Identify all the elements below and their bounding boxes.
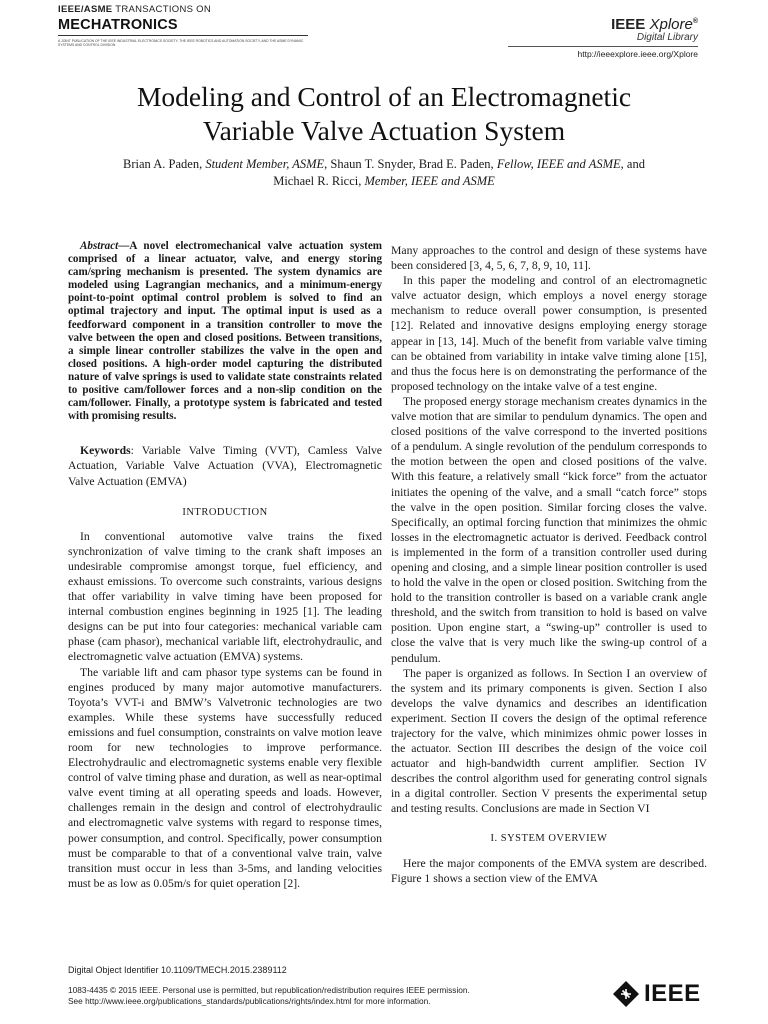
masthead-fine-print: A JOINT PUBLICATION OF THE IEEE INDUSTRIAL ELECTRONICS SOCIETY, THE IEEE ROBOTICS AND AUTOMATION SOCIETY, AND THE ASME DYNAMIC SYSTEMS AND CONTROL DIVISION xyxy=(58,39,304,48)
xplore-name: Xplore xyxy=(649,16,693,33)
ieee-logo xyxy=(612,980,701,1008)
body-paragraph: Many approaches to the control and design of these systems have been considered [3, 4, 5, 6, 7, 8, 9, 10, 11]. xyxy=(391,244,707,273)
author-4: Michael R. Ricci, xyxy=(273,174,362,188)
introduction-heading: INTRODUCTION xyxy=(182,506,268,518)
author-3-role: Fellow, IEEE and ASME xyxy=(496,157,621,171)
author-1: Brian A. Paden, xyxy=(123,157,203,171)
authors-2-3: , Shaun T. Snyder, Brad E. Paden, xyxy=(324,157,494,171)
abstract xyxy=(68,240,382,423)
body-paragraph: The proposed energy storage mechanism creates dynamics in the valve motion that are similar to pendulum dynamics. The open and closed positions of the valve correspond to the inverted positions of a pendulum. A single revolution of the pendulum corresponds to the motion between the open and closed positions of the valve. With this feature, a relatively small “kick force” from the actuator initiates the opening of the valve, and a small “catch force” stops the valve in the open position. Similar forcing closes the valve. Specifically, an optimal forcing function that minimizes the ohmic losses in the electromagnetic actuator is derived. Feedback control is implemented in the form of a transition controller used during opening and closing, and a simple linear position controller is used to hold the valve in the open or closed position. Switching from the hold to the transition controller is based on a variable crank angle threshold, and the switch from transition to hold is based on valve position. Upon engine start, a “swing-up” controller is used to close the valve that is very much like the swing-up control of a pendulum. xyxy=(391,394,707,665)
keywords-label: Keywords xyxy=(80,444,131,458)
masthead-transactions: TRANSACTIONS ON xyxy=(115,4,212,15)
author-4-role: Member, IEEE and ASME xyxy=(364,174,495,188)
section-1-heading: I. SYSTEM OVERVIEW xyxy=(490,832,608,844)
left-column xyxy=(68,240,382,891)
ieee-xplore-brand xyxy=(508,16,698,59)
xplore-subtitle: Digital Library xyxy=(636,32,698,43)
xplore-registered-mark: ® xyxy=(692,18,698,25)
author-conjunction: , and xyxy=(620,157,645,171)
masthead-society: IEEE/ASME xyxy=(58,4,113,15)
xplore-logo xyxy=(508,16,698,33)
journal-name: MECHATRONICS xyxy=(58,17,178,33)
title-line-2: Variable Valve Actuation System xyxy=(202,115,566,146)
body-paragraph: The paper is organized as follows. In Section I an overview of the system and its primary components is given. Section I also develops the valve dynamics and describes an identification experiment. Section II covers the design of the optimal reference trajectory for the valve, which minimizes ohmic power losses in the actuator. Section III describes the design of the voice coil actuator and high-bandwidth current amplifier. Section IV describes the control algorithm used for generating control signals in a digital controller. Section V presents the experimental setup and testing results. Conclusions are made in Section VI xyxy=(391,666,707,816)
section-1-paragraph: Here the major components of the EMVA system are described. Figure 1 shows a section view of the EMVA xyxy=(391,856,707,885)
author-line-1 xyxy=(60,156,708,173)
copyright-line-2: See http://www.ieee.org/publications_standards/publications/rights/index.html for more information. xyxy=(68,996,431,1006)
keywords xyxy=(68,443,382,488)
abstract-label: Abstract xyxy=(80,240,119,252)
ieee-diamond-icon xyxy=(612,980,640,1008)
journal-masthead xyxy=(58,4,318,47)
masthead-top-line xyxy=(58,4,318,15)
doi-line: Digital Object Identifier 10.1109/TMECH.2015.2389112 xyxy=(68,965,287,975)
xplore-ieee: IEEE xyxy=(611,16,646,33)
author-1-role: Student Member, ASME xyxy=(205,157,325,171)
ieee-wordmark: IEEE xyxy=(644,980,701,1007)
author-list xyxy=(60,156,708,190)
intro-paragraph: In conventional automotive valve trains the fixed synchronization of valve timing to the crank shaft imposes an undesirable compromise amongst torque, fuel efficiency, and exhaust emissions. To overcome such constraints, various designs that offer variability in valve timing have been proposed for internal combustion engines beginning in 1925 [1]. The leading designs can be put into four categories: mechanical variable cam phase (cam phasor), mechanical variable lift, electrohydraulic, and electromagnetic valve actuation (EMVA) systems. xyxy=(68,529,382,664)
keywords-text: : Variable Valve Timing (VVT), Camless Valve Actuation, Variable Valve Actuation (VVA), Electromagnetic Valve Actuation (EMVA) xyxy=(68,444,382,488)
author-line-2 xyxy=(60,173,708,190)
intro-paragraph: The variable lift and cam phasor type systems can be found in engines produced by many major automotive manufacturers. Toyota’s VVT-i and BMW’s Valvetronic technologies are two examples. While these systems have successfully reduced emissions and fuel consumption, constraints on valve motion leave room for new technologies to improve performance. Electrohydraulic and electromagnetic systems enable very flexible control of valve timing phase and duration, as well as near-optimal valve event timing at all operating speeds and loads. However, challenges remain in the design and control of electrohydraulic and electromagnetic valve systems with regard to response times, power consumption, and control. Specifically, power consumption must be comparable to that of a conventional valve train, valve transition must occur in less than 3-5ms, and landing velocities must be as low as 0.05m/s for quiet operation [2]. xyxy=(68,665,382,890)
copyright-line-1: 1083-4435 © 2015 IEEE. Personal use is permitted, but republication/redistribution requires IEEE permission. xyxy=(68,985,470,995)
right-column xyxy=(391,243,707,886)
xplore-divider xyxy=(508,46,698,47)
body-paragraph: In this paper the modeling and control of an electromagnetic valve actuator design, which employs a novel energy storage mechanism to reduce overall power consumption, is presented [12]. Related and innovative designs employing energy storage appear in [13, 14]. Much of the benefit from variable valve timing can be obtained from variability in intake valve timing alone [15], and thus the focus here is on demonstrating the performance of the proposed technology on the intake valve of a test engine. xyxy=(391,274,707,393)
abstract-text: —A novel electromechanical valve actuation system comprised of a linear actuator, valve, and energy storing cam/spring mechanism is presented. The system dynamics are modeled using Lagrangian mechanics, and a minimum-energy point-to-point optimal control problem is solved to find an optimal trajectory and input. The optimal input is used as a feedforward component in a transition controller to move the valve between the open and closed positions. Between transitions, a simple linear controller stabilizes the valve in the open and closed positions. A high-order model capturing the distributed nature of valve springs is used to validate state constraints related to positive cam/follower forces and a non-slip condition on the cam/follower. Finally, a prototype system is fabricated and tested with promising results. xyxy=(68,240,382,423)
masthead-divider xyxy=(58,35,308,36)
xplore-url: http://ieeexplore.ieee.org/Xplore xyxy=(577,49,698,59)
paper-title xyxy=(60,80,708,148)
title-line-1: Modeling and Control of an Electromagnetic xyxy=(136,81,632,112)
copyright-notice xyxy=(68,985,538,1007)
